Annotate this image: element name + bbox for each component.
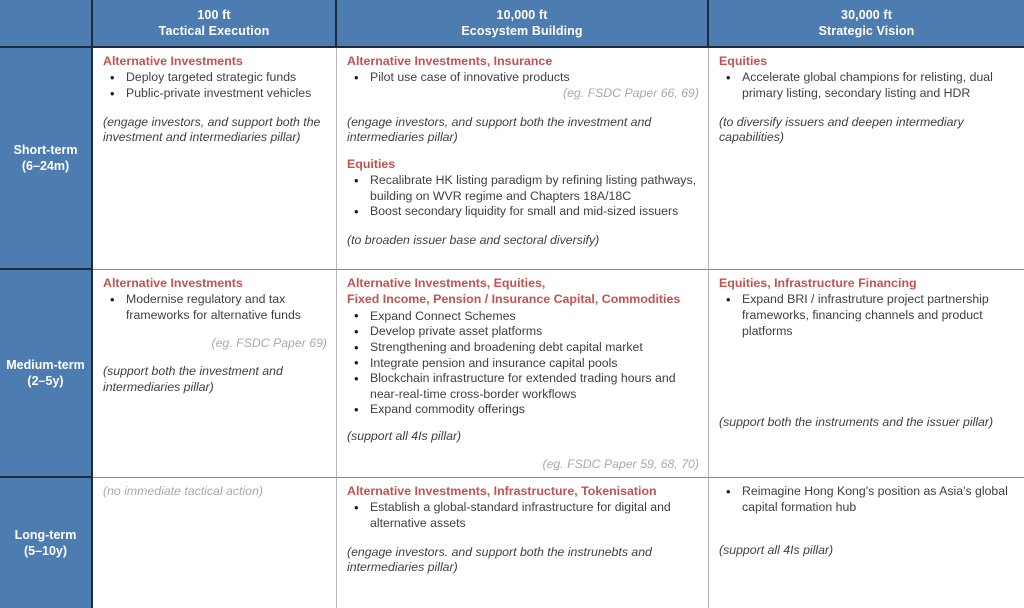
bullet-list xyxy=(347,70,699,86)
column-header-strategic-vision xyxy=(709,0,1024,48)
column-header-altitude: 10,000 ft xyxy=(496,8,548,22)
group-heading-line-1: Alternative Investments, Equities, xyxy=(347,276,546,290)
pillar-note: (engage investors. and support both the instrunebts and intermediaries pillar) xyxy=(347,544,652,575)
list-item: • Develop private asset platforms xyxy=(347,324,699,340)
list-item: • Expand Connect Schemes xyxy=(347,309,699,325)
group-alternative-investments-infrastructure-tokenisation xyxy=(347,484,699,532)
paper-reference: (eg. FSDC Paper 59, 68, 70) xyxy=(542,456,699,471)
list-item: • Modernise regulatory and tax frameworks for alternative funds xyxy=(103,292,327,323)
row-header-short-term xyxy=(0,48,93,270)
bullet-list xyxy=(103,292,327,323)
list-item: • Accelerate global champions for relisting, dual primary listing, secondary listing and HDR xyxy=(719,70,1015,101)
pillar-note-line-2: investment and intermediaries pillar) xyxy=(103,130,301,145)
group-equities xyxy=(719,54,1015,102)
bullet-list xyxy=(347,309,699,418)
row-header-period: (5–10y) xyxy=(23,544,68,558)
row-header-period: (6–24m) xyxy=(21,159,70,173)
list-item: • Expand commodity offerings xyxy=(347,402,699,418)
paper-reference: (eg. FSDC Paper 66, 69) xyxy=(562,86,699,100)
pillar-note: (to diversify issuers and deepen intermediary capabilities) xyxy=(719,114,964,145)
list-item: • Reimagine Hong Kong's position as Asia's global capital formation hub xyxy=(719,484,1015,515)
row-header-long-term xyxy=(0,478,93,608)
column-header-altitude: 100 ft xyxy=(197,8,231,22)
cell-long-term-strategic xyxy=(709,478,1024,608)
bullet-list xyxy=(103,70,327,101)
group-alternative-investments xyxy=(103,54,327,102)
group-heading: Equities xyxy=(719,54,768,68)
pillar-note: (support all 4Is pillar) xyxy=(347,428,462,443)
cell-short-term-tactical xyxy=(93,48,337,270)
pillar-note-line-1: (engage investors, and support both the xyxy=(103,114,321,129)
group-alternative-investments xyxy=(103,276,327,324)
row-header-label: Short-term xyxy=(13,143,78,157)
group-heading: Alternative Investments xyxy=(103,54,243,68)
group-vision xyxy=(719,484,1015,515)
paper-reference: (eg. FSDC Paper 69) xyxy=(211,335,327,350)
list-item: • Expand BRI / infrastruture project partnership frameworks, financing channels and product platforms xyxy=(719,292,1015,339)
cell-short-term-strategic xyxy=(709,48,1024,270)
list-item: • Establish a global-standard infrastructure for digital and alternative assets xyxy=(347,500,699,531)
list-item: • Public-private investment vehicles xyxy=(103,86,327,102)
pillar-note: (support both the instruments and the issuer pillar) xyxy=(719,415,994,430)
list-item: • Deploy targeted strategic funds xyxy=(103,70,327,86)
row-header-label: Long-term xyxy=(14,528,77,542)
cell-long-term-ecosystem xyxy=(337,478,709,608)
group-multi-asset xyxy=(347,276,699,418)
group-heading-line-2: Fixed Income, Pension / Insurance Capital, Commodities xyxy=(347,292,681,307)
row-header-period: (2–5y) xyxy=(27,374,64,388)
cell-short-term-ecosystem xyxy=(337,48,709,270)
pillar-note xyxy=(103,115,327,146)
cell-medium-term-tactical xyxy=(93,270,337,478)
column-header-ecosystem-building xyxy=(337,0,709,48)
cell-medium-term-ecosystem xyxy=(337,270,709,478)
cell-medium-term-strategic xyxy=(709,270,1024,478)
column-header-altitude: 30,000 ft xyxy=(841,8,892,22)
column-header-name: Strategic Vision xyxy=(818,24,915,38)
group-equities xyxy=(347,157,699,249)
bullet-list xyxy=(347,173,699,220)
column-header-name: Ecosystem Building xyxy=(461,24,583,38)
group-equities-infrastructure-financing xyxy=(719,276,1015,339)
group-alternative-investments-insurance xyxy=(347,54,699,146)
bullet-list xyxy=(347,500,699,531)
pillar-note: (to broaden issuer base and sectoral diversify) xyxy=(347,232,600,247)
bullet-list xyxy=(719,70,1015,101)
no-action-placeholder: (no immediate tactical action) xyxy=(103,484,263,498)
pillar-note: (support both the investment and intermediaries pillar) xyxy=(103,364,283,394)
pillar-note: (engage investors, and support both the investment and intermediaries pillar) xyxy=(347,114,652,145)
bullet-list xyxy=(719,292,1015,339)
column-header-name: Tactical Execution xyxy=(158,24,270,38)
group-heading: Alternative Investments, Insurance xyxy=(347,54,553,68)
group-heading: Alternative Investments xyxy=(103,276,243,290)
row-header-label: Medium-term xyxy=(6,358,85,372)
group-heading: Alternative Investments, Infrastructure, Tokenisation xyxy=(347,484,657,498)
list-item: • Pilot use case of innovative products xyxy=(347,70,699,86)
column-header-tactical-execution xyxy=(93,0,337,48)
list-item: • Integrate pension and insurance capital pools xyxy=(347,356,699,372)
table-corner-cell xyxy=(0,0,93,48)
pillar-note: (support all 4Is pillar) xyxy=(719,543,834,558)
list-item: • Strengthening and broadening debt capital market xyxy=(347,340,699,356)
cell-long-term-tactical xyxy=(93,478,337,608)
group-heading: Equities xyxy=(347,156,396,171)
list-item: • Recalibrate HK listing paradigm by refining listing pathways, building on WVR regime and Chapters 18A/18C xyxy=(347,173,699,204)
bullet-list xyxy=(719,484,1015,515)
list-item: • Blockchain infrastructure for extended trading hours and near-real-time cross-border workflows xyxy=(347,371,699,402)
row-header-medium-term xyxy=(0,270,93,478)
list-item: • Boost secondary liquidity for small and mid-sized issuers xyxy=(347,204,699,220)
group-heading: Equities, Infrastructure Financing xyxy=(719,276,917,290)
